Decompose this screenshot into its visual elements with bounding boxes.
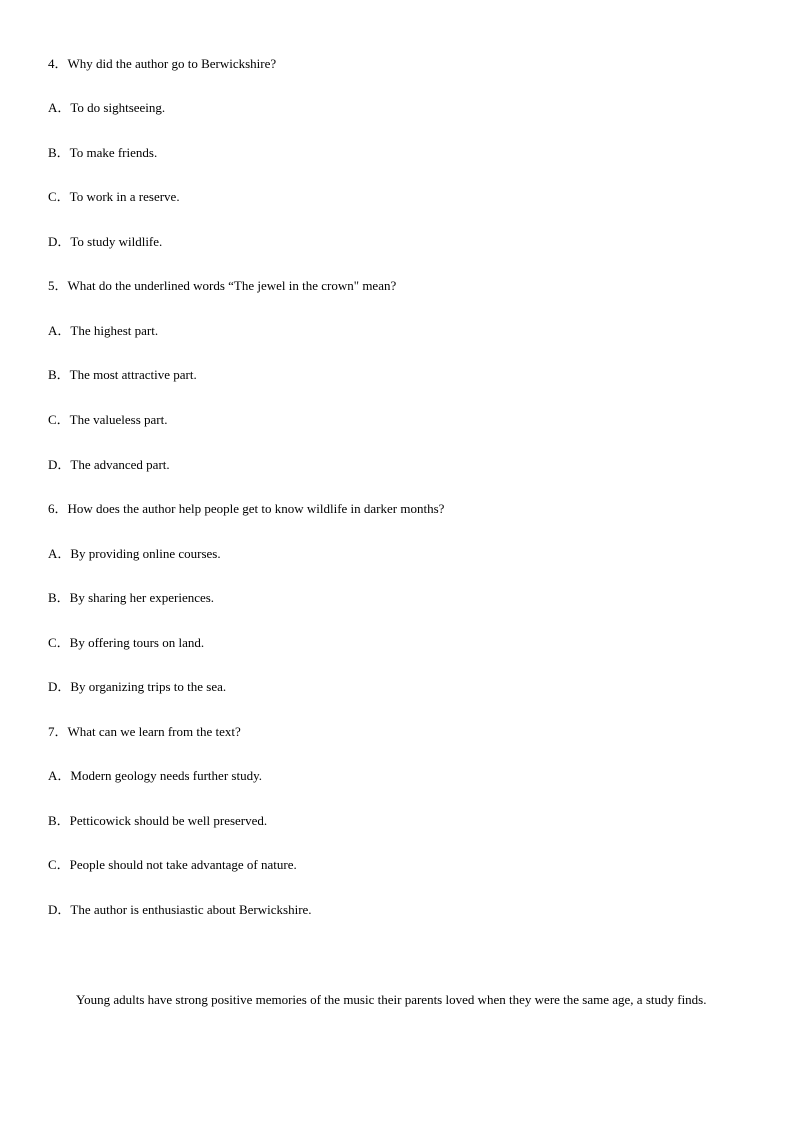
question-6-option-c: C．By offering tours on land.: [48, 635, 205, 650]
question-4-option-d: D．To study wildlife.: [48, 234, 163, 249]
question-4-option-b: B．To make friends.: [48, 145, 158, 160]
question-5-stem: 5．What do the underlined words “The jewel in the crown" mean?: [48, 278, 397, 293]
question-7-option-d: D．The author is enthusiastic about Berwickshire.: [48, 902, 312, 917]
question-6-option-b: B．By sharing her experiences.: [48, 590, 215, 605]
question-6-option-a: A．By providing online courses.: [48, 546, 221, 561]
question-7-option-c: C．People should not take advantage of nature.: [48, 857, 297, 872]
question-4-option-a: A．To do sightseeing.: [48, 100, 166, 115]
question-5-option-a: A．The highest part.: [48, 323, 159, 338]
question-5-option-c: C．The valueless part.: [48, 412, 168, 427]
question-5-option-d: D．The advanced part.: [48, 457, 170, 472]
question-4-option-c: C．To work in a reserve.: [48, 189, 180, 204]
question-7-stem: 7．What can we learn from the text?: [48, 724, 241, 739]
question-5-option-b: B．The most attractive part.: [48, 367, 197, 382]
question-6-stem: 6．How does the author help people get to know wildlife in darker months?: [48, 501, 445, 516]
question-7-option-b: B．Petticowick should be well preserved.: [48, 813, 268, 828]
passage-paragraph: Young adults have strong positive memories of the music their parents loved when they were the same age, a study finds.: [76, 992, 707, 1007]
question-6-option-d: D．By organizing trips to the sea.: [48, 679, 227, 694]
question-4-stem: 4．Why did the author go to Berwickshire?: [48, 56, 277, 71]
question-7-option-a: A．Modern geology needs further study.: [48, 768, 262, 783]
